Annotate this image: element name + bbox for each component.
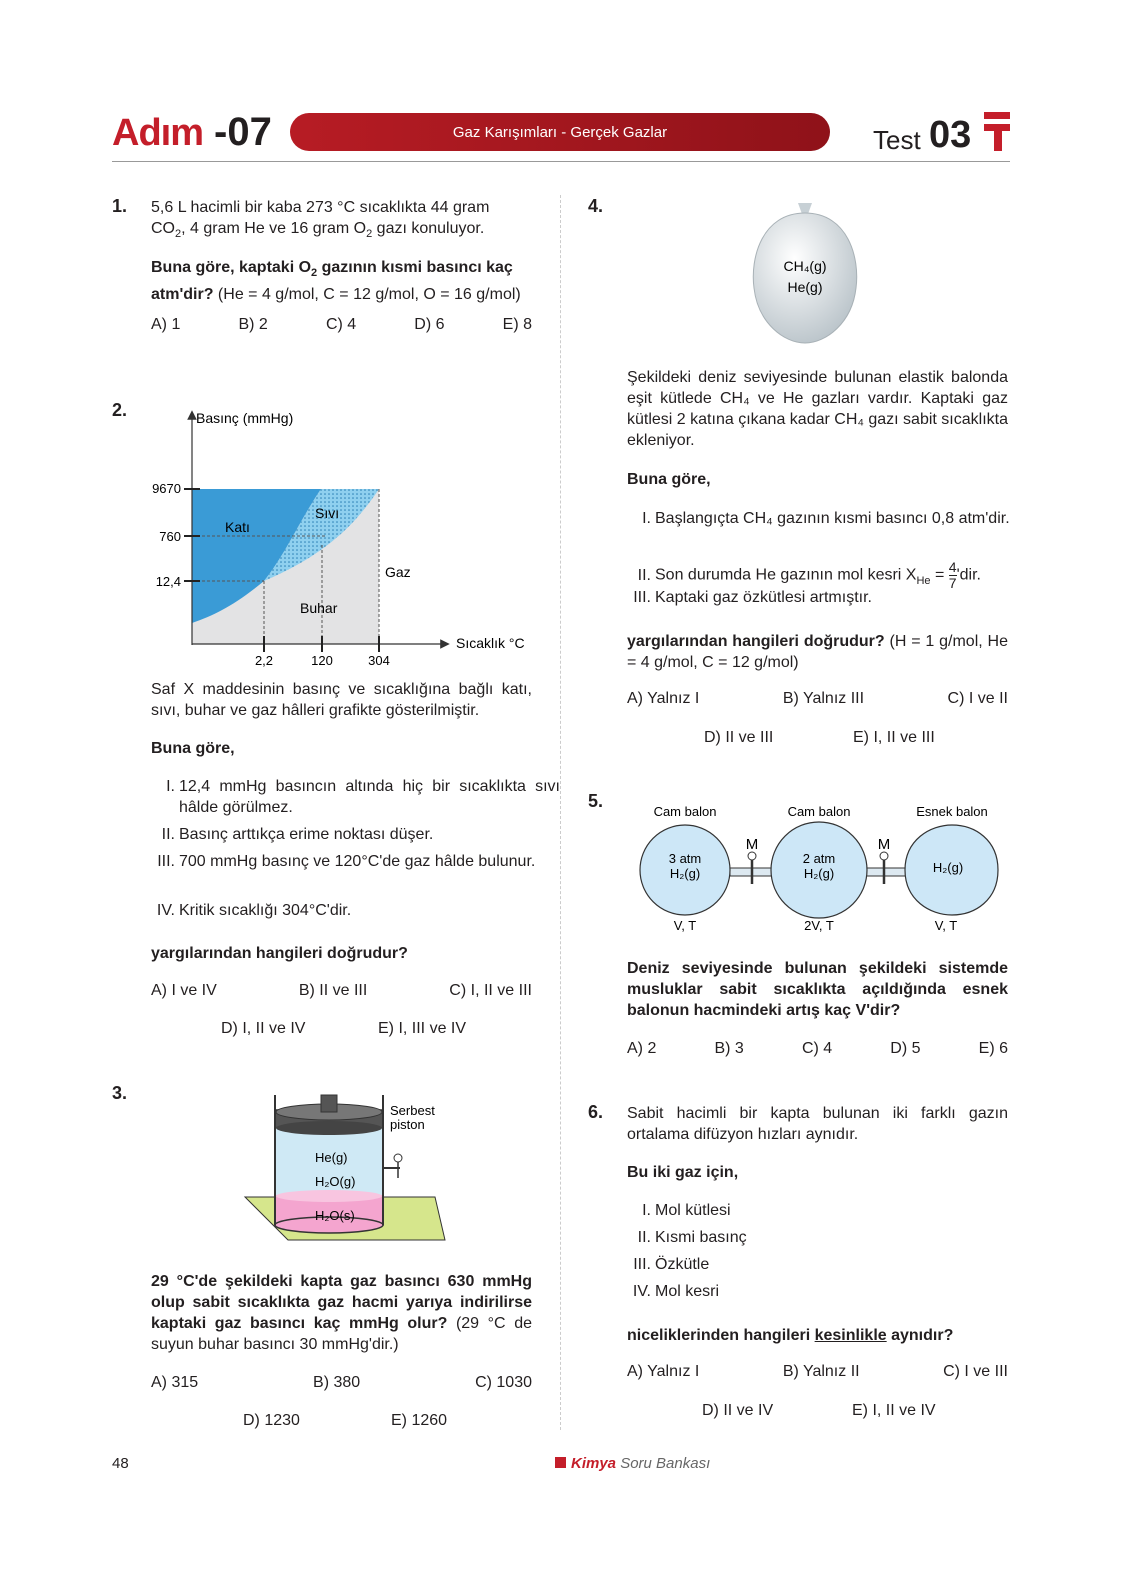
question-prompt: Buna göre, [627, 471, 711, 488]
y-tick-label: 760 [159, 529, 181, 544]
x-tick-label: 304 [368, 653, 390, 668]
answer-options [151, 982, 532, 1000]
y-axis-label: Basınç (mmHg) [196, 410, 294, 426]
statement-2: II. Kısmi basınç [637, 1229, 747, 1246]
answer-options [627, 1040, 1008, 1058]
option-c[interactable]: C) I ve II [947, 690, 1008, 707]
balloon2-gas: H₂(g) [803, 866, 835, 881]
page-number: 48 [112, 1455, 129, 1472]
question-number: 2. [112, 400, 128, 420]
balloon-gas1: CH₄(g) [783, 258, 827, 274]
option-b[interactable]: B) Yalnız III [782, 690, 865, 707]
answer-options [151, 1374, 532, 1392]
balloon-gas2: He(g) [787, 279, 823, 295]
balloon3-volume: V, T [934, 918, 958, 933]
gas2-label: H₂O(g) [315, 1174, 356, 1189]
answer-options [627, 1363, 1008, 1381]
statement-4: IV. Kritik sıcaklığı 304°C'dir. [156, 902, 352, 919]
option-c[interactable]: C) I, II ve III [449, 982, 532, 999]
balloon-figure [748, 198, 863, 348]
question-text: 29 °C'de şekildeki kapta gaz basıncı 630 mmHg olup sabit sıcaklıkta gaz hacmi yarıya indirilirse kaptaki gaz basıncı kaç mmHg olur? (29 °C de suyun buhar basıncı 30 mmHg'dir.) [151, 1273, 532, 1353]
question-number: 5. [588, 791, 604, 811]
balloon2-title: Cam balon [787, 804, 851, 819]
option-a[interactable]: A) 315 [151, 1374, 199, 1391]
question-prompt: Buna göre, [151, 740, 235, 757]
option-b[interactable]: B) 2 [238, 316, 268, 333]
x-tick-label: 120 [311, 653, 333, 668]
option-d[interactable]: D) II ve IV [702, 1402, 774, 1419]
balloon1-pressure: 3 atm [668, 851, 702, 866]
option-d[interactable]: D) I, II ve IV [221, 1020, 306, 1037]
footer-brand: Kimya Soru Bankası [555, 1455, 710, 1472]
valve-label: M [877, 836, 891, 853]
liquid-label: H₂O(s) [315, 1208, 355, 1223]
option-a[interactable]: A) 2 [627, 1040, 657, 1057]
gas1-label: He(g) [315, 1150, 348, 1165]
piston-container-figure [240, 1090, 480, 1250]
y-tick-label: 12,4 [155, 574, 181, 589]
y-tick-label: 9670 [152, 481, 181, 496]
balloon2-volume: 2V, T [804, 918, 834, 933]
question-prompt: Bu iki gaz için, [627, 1164, 739, 1181]
question-number: 1. [112, 196, 128, 216]
option-b[interactable]: B) II ve III [298, 982, 368, 999]
x-tick-label: 2,2 [254, 653, 274, 668]
option-c[interactable]: C) I ve III [943, 1363, 1008, 1380]
statement-2: II. Son durumda He gazının mol kesri $X_{He}$ = $\frac{4}{7}$ 'dir. [637, 559, 981, 591]
statement-3: III. Kaptaki gaz özkütlesi artmıştır. [633, 589, 872, 606]
region-vapor-label: Buhar [300, 600, 338, 616]
option-d[interactable]: D) 1230 [243, 1412, 300, 1429]
option-e[interactable]: E) I, III ve IV [378, 1020, 467, 1037]
option-c[interactable]: C) 1030 [475, 1374, 532, 1391]
balloon2-pressure: 2 atm [802, 851, 836, 866]
balloon1-title: Cam balon [653, 804, 717, 819]
question-text: Deniz seviyesinde bulunan şekildeki sistemde musluklar sabit sıcaklıkta açıldığında esnek balonun hacmindeki artış kaç V'dir? [627, 960, 1008, 1019]
option-c[interactable]: C) 4 [801, 1040, 833, 1057]
question-text: Saf X maddesinin basınç ve sıcaklığına bağlı katı, sıvı, buhar ve gaz hâlleri grafikte gösterilmiştir. [151, 681, 532, 719]
banner-title: Gaz Karışımları - Gerçek Gazlar [452, 124, 668, 141]
option-a[interactable]: A) Yalnız I [627, 690, 700, 707]
balloon3-gas: H₂(g) [932, 860, 964, 875]
question-text: Sabit hacimli bir kapta bulunan iki farklı gazın ortalama difüzyon hızları aynıdır. [627, 1105, 1008, 1143]
option-b[interactable]: B) Yalnız II [782, 1363, 860, 1380]
region-liquid-label: Sıvı [315, 505, 340, 521]
column-divider [560, 195, 561, 1430]
unit-number: -07 [214, 110, 272, 154]
question-prompt: yargılarından hangileri doğrudur? [151, 945, 408, 962]
option-d[interactable]: D) 6 [414, 316, 445, 333]
statement-1: I. Başlangıçta CH₄ gazının kısmi basıncı 0,8 atm'dir. [642, 510, 1010, 527]
x-axis-label: Sıcaklık °C [456, 635, 525, 651]
question-text: 5,6 L hacimli bir kaba 273 °C sıcaklıkta 44 gram $CO_2$, 4 gram He ve 16 gram $O_2$ gazı konuluyor. [151, 199, 490, 241]
question-number: 4. [588, 196, 604, 216]
balloon3-title: Esnek balon [916, 804, 988, 819]
option-e[interactable]: E) I, II ve III [853, 729, 935, 746]
answer-options [627, 690, 1008, 708]
statement-1: I. 12,4 mmHg basıncın altında hiç bir sıcaklıkta sıvı hâlde görülmez. [166, 778, 560, 816]
logo: Adım [112, 112, 203, 154]
option-d[interactable]: D) II ve III [704, 729, 774, 746]
option-d[interactable]: D) 5 [890, 1040, 921, 1057]
statement-3: III. 700 mmHg basınç ve 120°C'de gaz hâlde bulunur. [157, 853, 536, 870]
option-b[interactable]: B) 3 [714, 1040, 744, 1057]
answer-options [151, 316, 532, 334]
option-a[interactable]: A) Yalnız I [627, 1363, 700, 1380]
question-text: Şekildeki deniz seviyesinde bulunan elastik balonda eşit kütlede CH₄ ve He gazları vardır. Kaptaki gaz kütlesi 2 katına çıkana kadar CH₄ gazı sabit sıcaklıkta ekleniyor. [627, 369, 1008, 449]
question-prompt: Buna göre, kaptaki $O_2$ gazının kısmi basıncı kaç atm'dir? (He = 4 g/mol, C = 12 g/mol, O = 16 g/mol) [151, 259, 521, 304]
option-e[interactable]: E) 1260 [391, 1412, 448, 1429]
question-prompt: yargılarından hangileri doğrudur? (H = 1 g/mol, He = 4 g/mol, C = 12 g/mol) [627, 633, 1008, 671]
option-c[interactable]: C) 4 [325, 316, 357, 333]
header [112, 110, 1010, 166]
option-a[interactable]: A) 1 [151, 316, 181, 333]
option-a[interactable]: A) I ve IV [151, 982, 217, 999]
balloon1-gas: H₂(g) [669, 866, 701, 881]
option-e[interactable]: E) 8 [502, 316, 532, 333]
test-label: Test [873, 125, 921, 155]
title-banner [290, 113, 830, 151]
statement-4: IV. Mol kesri [632, 1283, 720, 1300]
option-e[interactable]: E) 6 [978, 1040, 1008, 1057]
statement-2: II. Basınç arttıkça erime noktası düşer. [161, 826, 434, 843]
test-number: 03 [929, 114, 972, 156]
brand-mark-icon [984, 112, 1010, 152]
header-rule [112, 161, 1010, 162]
statement-3: III. Özkütle [633, 1256, 710, 1273]
balloons-system-figure [630, 800, 1010, 940]
statement-1: I. Mol kütlesi [642, 1202, 731, 1219]
region-gas-label: Gaz [385, 564, 411, 580]
piston-label: Serbest [390, 1103, 435, 1118]
question-prompt: niceliklerinden hangileri kesinlikle aynıdır? [627, 1327, 954, 1344]
svg-text:piston: piston [390, 1117, 425, 1132]
valve-label: M [745, 836, 759, 853]
region-solid-label: Katı [225, 519, 250, 535]
option-e[interactable]: E) I, II ve IV [852, 1402, 936, 1419]
balloon1-volume: V, T [673, 918, 697, 933]
phase-diagram [140, 405, 540, 675]
square-icon [555, 1457, 566, 1468]
question-number: 3. [112, 1083, 128, 1103]
question-number: 6. [588, 1102, 604, 1122]
option-b[interactable]: B) 380 [313, 1374, 361, 1391]
